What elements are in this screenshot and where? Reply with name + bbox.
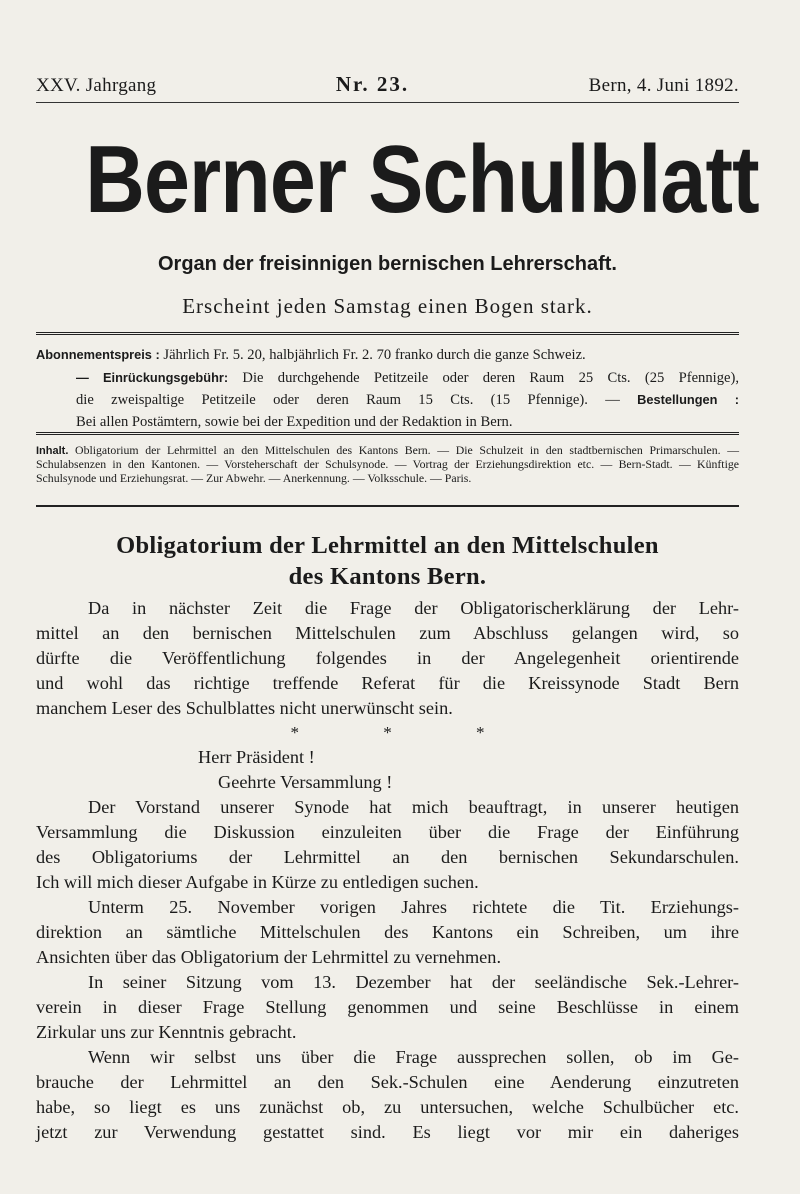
text-line: des Obligatoriums der Lehrmittel an den bernischen Sekundarschulen. [36, 847, 739, 867]
text-line: Ich will mich dieser Aufgabe in Kürze zu entledigen suchen. [36, 872, 479, 892]
paragraph-3 [36, 970, 739, 1045]
text-line: In seiner Sitzung vom 13. Dezember hat der seeländische Sek.-Lehrer- [88, 972, 739, 992]
intro-paragraph [36, 596, 739, 721]
text-line: Da in nächster Zeit die Frage der Obligatorischerklärung der Lehr- [88, 598, 739, 618]
table-of-contents [36, 444, 739, 485]
price-label: Abonnementspreis : [36, 347, 160, 362]
article-title-line2: des Kantons Bern. [288, 563, 487, 590]
text-line: mittel an den bernischen Mittelschulen zum Abschluss gelangen wird, so [36, 623, 739, 643]
text-line: Der Vorstand unserer Synode hat mich beauftragt, in unserer heutigen [88, 797, 739, 817]
orders-label: Bestellungen : [637, 392, 739, 407]
subscription-rule [36, 432, 739, 435]
article-title-line1: Obligatorium der Lehrmittel an den Mittelschulen [116, 532, 659, 559]
fee-label: — Einrückungsgebühr: [76, 369, 229, 385]
text-line: Versammlung die Diskussion einzuleiten über die Frage der Einführung [36, 822, 739, 842]
text-line: Unterm 25. November vorigen Jahres richtete die Tit. Erziehungs- [88, 897, 739, 917]
article-body [36, 596, 739, 1145]
issue-header [36, 72, 739, 97]
paragraph-2 [36, 895, 739, 970]
article-title [36, 530, 739, 592]
paragraph-1 [36, 795, 739, 895]
place-date: Bern, 4. Juni 1892. [588, 75, 739, 96]
salutation-president: Herr Präsident ! [198, 747, 315, 767]
masthead-frequency: Erscheint jeden Samstag einen Bogen stark. [182, 294, 593, 318]
masthead-organ: Organ der freisinnigen bernischen Lehrerschaft. [157, 253, 617, 275]
text-line: verein in dieser Frage Stellung genommen und seine Beschlüsse in einem [36, 997, 739, 1017]
header-rule [36, 102, 739, 103]
contents-rule [36, 505, 739, 507]
masthead-title: Berner Schulblatt [85, 126, 759, 233]
volume-label: XXV. Jahrgang [36, 75, 157, 96]
fee-text: Die durchgehende Petitzeile oder deren Raum 25 Cts. (25 Pfennige), [242, 369, 739, 386]
orders-text: Bei allen Postämtern, sowie bei der Expedition und der Redaktion in Bern. [76, 413, 513, 430]
text-line: Ansichten über das Obligatorium der Lehrmittel zu vernehmen. [36, 947, 502, 967]
subscription-info [36, 344, 739, 433]
text-line: Zirkular uns zur Kenntnis gebracht. [36, 1022, 297, 1042]
text-line: habe, so liegt es uns zunächst ob, zu untersuchen, welche Schulbücher etc. [36, 1097, 739, 1117]
text-line: Wenn wir selbst uns über die Frage aussprechen sollen, ob im Ge- [88, 1047, 739, 1067]
text-line: manchem Leser des Schulblattes nicht unerwünscht sein. [36, 698, 453, 718]
masthead-rule [36, 332, 739, 335]
text-line: direktion an sämtliche Mittelschulen des Kantons ein Schreiben, um ihre [36, 922, 739, 942]
salutation-assembly: Geehrte Versammlung ! [218, 772, 393, 792]
price-text: Jährlich Fr. 5. 20, halbjährlich Fr. 2. 70 franko durch die ganze Schweiz. [163, 347, 586, 363]
text-line: jetzt zur Verwendung gestattet sind. Es liegt vor mir ein daheriges [36, 1122, 739, 1142]
fee-text-2: die zweispaltige Petitzeile oder deren Raum 15 Cts. (15 Pfennige). — [76, 392, 620, 408]
paragraph-4 [36, 1045, 739, 1145]
text-line: brauche der Lehrmittel an den Sek.-Schulen eine Aenderung einzutreten [36, 1072, 739, 1092]
text-line: und wohl das richtige treffende Referat für die Kreissynode Stadt Bern [36, 673, 739, 693]
contents-label: Inhalt. [36, 445, 69, 457]
text-line: dürfte die Veröffentlichung folgendes in der Angelegenheit orientirende [36, 648, 739, 668]
issue-number: Nr. 23. [335, 72, 410, 96]
section-stars: * * * [290, 723, 525, 742]
contents-text: Obligatorium der Lehrmittel an den Mittelschulen des Kantons Bern. — Die Schulzeit in den stadtbernischen Primarschulen. — Schulabsenzen in den Kantonen. — Vorsteherschaft der Schulsynode. — Vortrag der Erziehungsdirektion etc. — Bern-Stadt. — Künftige Schulsynode und Erziehungsrat. — Zur Abwehr. — Anerkennung. — Volksschule. — Paris. [36, 443, 739, 485]
